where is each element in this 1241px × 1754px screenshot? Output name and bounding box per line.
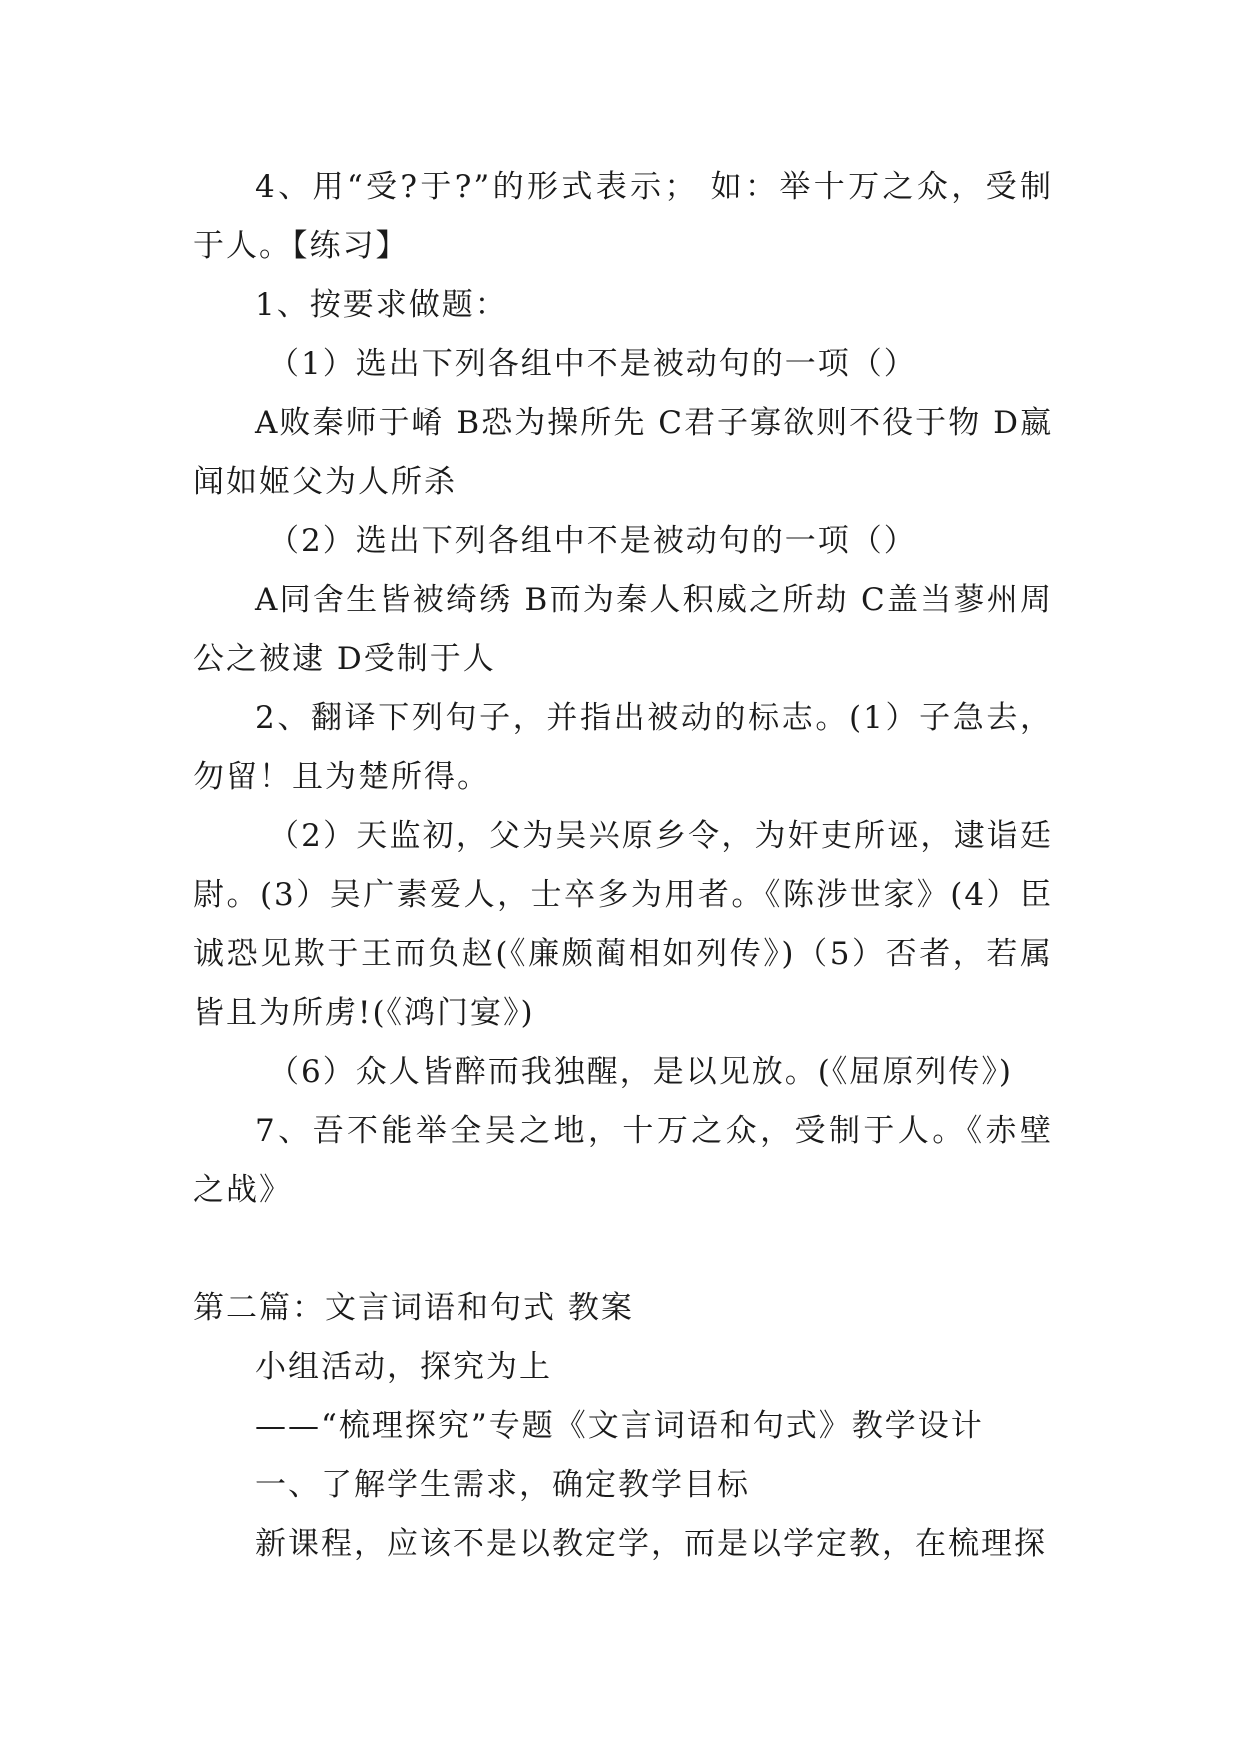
section-title: 第二篇：文言词语和句式 教案	[193, 1290, 634, 1326]
paragraph-new-curriculum: 新课程，应该不是以教定学，而是以学定教，在梳理探	[255, 1526, 1047, 1562]
paragraph-question-1: （1）选出下列各组中不是被动句的一项（）	[268, 346, 917, 382]
paragraph-subtitle: 小组活动，探究为上	[255, 1349, 552, 1385]
paragraph-exercise-2: 2、翻译下列句子，并指出被动的标志。(1）子急去，勿留！且为楚所得。	[193, 700, 1053, 795]
paragraph-options-1: A败秦师于崤 B恐为操所先 C君子寡欲则不役于物 D嬴闻如姬父为人所杀	[193, 405, 1053, 500]
paragraph-exercise-1: 1、按要求做题：	[255, 287, 508, 323]
paragraph-sentences-2-5: （2）天监初，父为吴兴原乡令，为奸吏所诬，逮诣廷尉。(3）吴广素爱人，士卒多为用者。《陈涉世家》(4）臣诚恐见欺于王而负赵(《廉颇蔺相如列传》)（5）否者，若属皆且为所虏!(《鸿门宴》)	[193, 818, 1053, 1031]
section-gap	[193, 1220, 1053, 1279]
document-body	[193, 158, 1053, 1574]
paragraph-sentence-7: 7、吾不能举全吴之地，十万之众，受制于人。《赤壁之战》	[193, 1113, 1053, 1208]
paragraph-passive-form-4: 4、用“受?于?”的形式表示； 如：举十万之众，受制于人。【练习】	[193, 169, 1053, 264]
paragraph-options-2: A同舍生皆被绮绣 B而为秦人积威之所劫 C盖当蓼州周公之被逮 D受制于人	[193, 582, 1053, 677]
paragraph-heading-one: 一、了解学生需求，确定教学目标	[255, 1467, 750, 1503]
paragraph-question-2: （2）选出下列各组中不是被动句的一项（）	[268, 523, 917, 559]
paragraph-sentence-6: （6）众人皆醉而我独醒，是以见放。(《屈原列传》)	[268, 1054, 1013, 1090]
paragraph-design-title: ——“梳理探究”专题《文言词语和句式》教学设计	[255, 1408, 984, 1444]
